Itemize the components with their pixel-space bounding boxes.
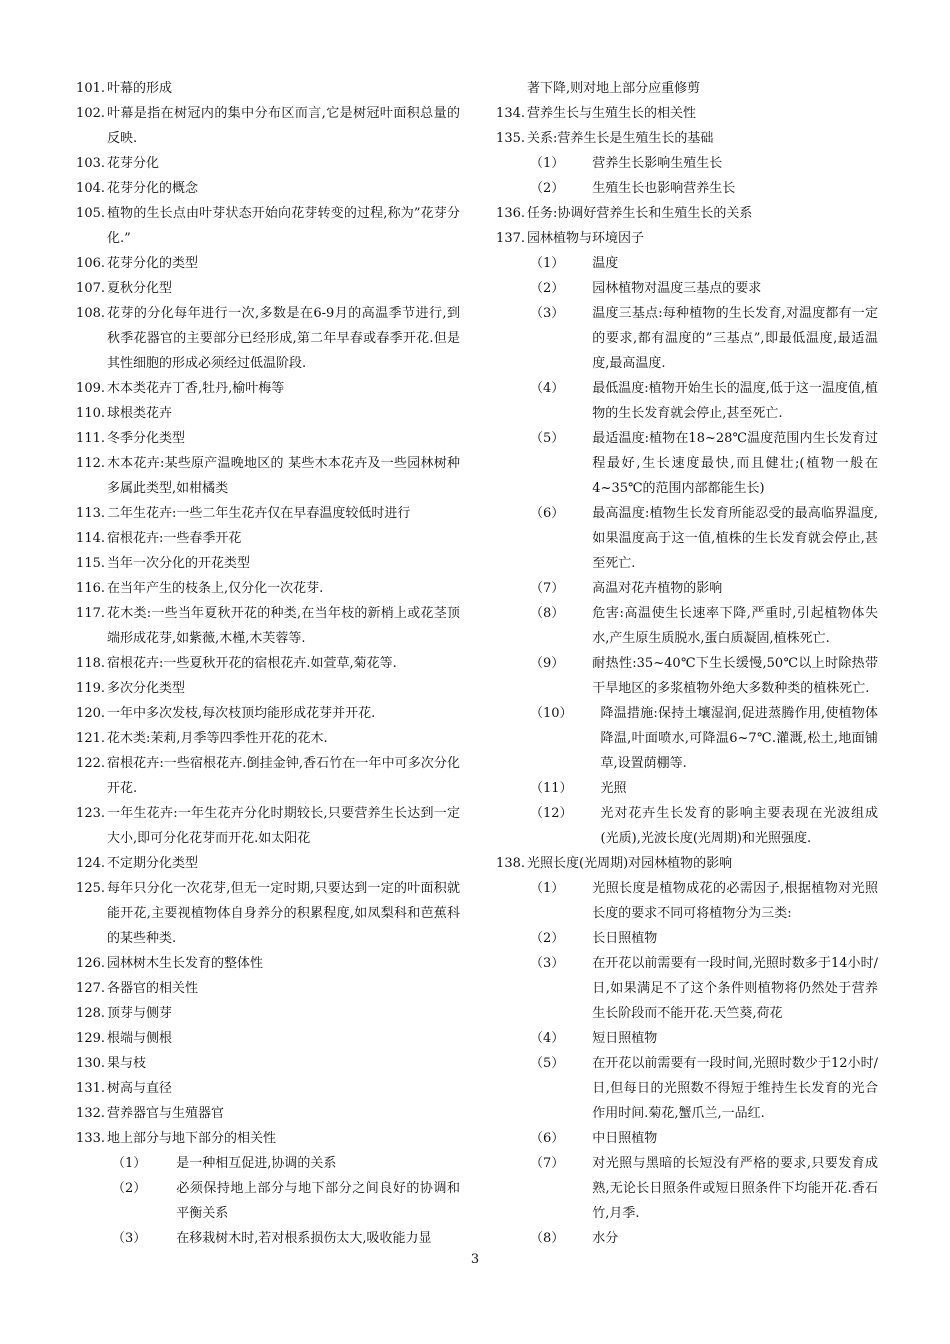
item-number: 124. bbox=[76, 856, 105, 871]
sub-item bbox=[490, 926, 878, 951]
item-number: 130. bbox=[76, 1056, 105, 1071]
sub-item-number: （7） bbox=[530, 1156, 565, 1171]
sub-item bbox=[490, 876, 878, 926]
numbered-item bbox=[70, 801, 460, 851]
item-number: 120. bbox=[76, 706, 105, 721]
sub-item-text: 必须保持地上部分与地下部分之间良好的协调和平衡关系 bbox=[176, 1181, 460, 1221]
numbered-item bbox=[70, 1001, 460, 1026]
item-text: 顶芽与侧芽 bbox=[107, 1006, 173, 1021]
item-number: 132. bbox=[76, 1106, 105, 1121]
numbered-item bbox=[70, 1076, 460, 1101]
sub-item-text: 生殖生长也影响营养生长 bbox=[592, 181, 736, 196]
item-text: 各器官的相关性 bbox=[107, 981, 199, 996]
item-number: 138. bbox=[496, 856, 525, 871]
sub-item bbox=[490, 651, 878, 701]
item-text: 花芽分化的概念 bbox=[107, 181, 199, 196]
sub-item-number: （6） bbox=[530, 1131, 565, 1146]
numbered-item bbox=[70, 751, 460, 801]
numbered-item bbox=[70, 601, 460, 651]
item-number: 136. bbox=[496, 206, 525, 221]
item-number: 115. bbox=[76, 556, 105, 571]
sub-item bbox=[70, 1151, 460, 1176]
sub-item-number: （3） bbox=[530, 306, 565, 321]
item-text: 每年只分化一次花芽,但无一定时期,只要达到一定的叶面积就能开花,主要视植物体自身养分的积累程度,如凤梨科和芭蕉科的某些种类. bbox=[107, 881, 460, 946]
sub-item-text: 最低温度:植物开始生长的温度,低于这一温度值,植物的生长发育就会停止,甚至死亡. bbox=[592, 381, 878, 421]
sub-item-number: （5） bbox=[530, 1056, 565, 1071]
sub-item-number: （11） bbox=[530, 781, 573, 796]
sub-item bbox=[490, 801, 878, 851]
item-number: 131. bbox=[76, 1081, 105, 1096]
sub-item-number: （5） bbox=[530, 431, 565, 446]
item-text: 营养器官与生殖器官 bbox=[107, 1106, 225, 1121]
numbered-item bbox=[70, 451, 460, 501]
item-number: 101. bbox=[76, 81, 105, 96]
item-text: 花芽分化的类型 bbox=[107, 256, 199, 271]
sub-item-text: 温度三基点:每种植物的生长发育,对温度都有一定的要求,都有温度的”三基点”,即最低温度,最适温度,最高温度. bbox=[592, 306, 878, 371]
sub-item-number: （9） bbox=[530, 656, 565, 671]
sub-item-number: （7） bbox=[530, 581, 565, 596]
sub-item-number: （10） bbox=[530, 706, 573, 721]
numbered-item bbox=[70, 1051, 460, 1076]
sub-item bbox=[490, 176, 878, 201]
numbered-item bbox=[70, 176, 460, 201]
item-text: 植物的生长点由叶芽状态开始向花芽转变的过程,称为”花芽分化.” bbox=[107, 206, 460, 246]
sub-item bbox=[490, 151, 878, 176]
item-number: 122. bbox=[76, 756, 105, 771]
sub-item-text: 长日照植物 bbox=[592, 931, 658, 946]
numbered-item bbox=[70, 526, 460, 551]
item-number: 108. bbox=[76, 306, 105, 321]
sub-item bbox=[490, 251, 878, 276]
numbered-item bbox=[490, 201, 878, 226]
sub-item-text: 降温措施:保持土壤湿润,促进蒸腾作用,使植物体降温,叶面喷水,可降温6~7℃.灌溉,松土,地面铺草,设置荫棚等. bbox=[600, 706, 878, 771]
numbered-item bbox=[70, 501, 460, 526]
item-number: 134. bbox=[496, 106, 525, 121]
item-number: 104. bbox=[76, 181, 105, 196]
numbered-item bbox=[70, 851, 460, 876]
numbered-item bbox=[70, 426, 460, 451]
sub-item-number: （1） bbox=[530, 256, 565, 271]
sub-item-text: 最高温度:植物生长发育所能忍受的最高临界温度,如果温度高于这一值,植株的生长发育就会停止,甚至死亡. bbox=[592, 506, 878, 571]
sub-item-text: 是一种相互促进,协调的关系 bbox=[176, 1156, 337, 1171]
sub-item-number: （2） bbox=[112, 1181, 147, 1196]
numbered-item bbox=[70, 726, 460, 751]
numbered-item bbox=[70, 76, 460, 101]
sub-item bbox=[490, 576, 878, 601]
sub-item-number: （2） bbox=[530, 931, 565, 946]
sub-item-text: 危害:高温使生长速率下降,严重时,引起植物体失水,产生原生质脱水,蛋白质凝固,植株死亡. bbox=[592, 606, 878, 646]
sub-item bbox=[490, 701, 878, 776]
item-number: 112. bbox=[76, 456, 105, 471]
numbered-item bbox=[70, 1101, 460, 1126]
item-number: 133. bbox=[76, 1131, 105, 1146]
numbered-item bbox=[70, 101, 460, 151]
numbered-item bbox=[70, 876, 460, 951]
sub-item-number: （2） bbox=[530, 181, 565, 196]
left-column bbox=[70, 76, 460, 1251]
sub-item bbox=[490, 1051, 878, 1126]
sub-item-text: 中日照植物 bbox=[592, 1131, 658, 1146]
item-text: 宿根花卉:一些宿根花卉.倒挂金钟,香石竹在一年中可多次分化开花. bbox=[107, 756, 460, 796]
item-text: 叶幕的形成 bbox=[107, 81, 173, 96]
item-text: 园林植物与环境因子 bbox=[527, 231, 645, 246]
item-number: 121. bbox=[76, 731, 105, 746]
item-number: 109. bbox=[76, 381, 105, 396]
sub-item-number: （12） bbox=[530, 806, 573, 821]
numbered-item bbox=[70, 576, 460, 601]
sub-item-text: 在开花以前需要有一段时间,光照时数多于14小时/日,如果满足不了这个条件则植物将仍然处于营养生长阶段而不能开花.天竺葵,荷花 bbox=[592, 956, 878, 1021]
sub-item-text: 光照长度是植物成花的必需因子,根据植物对光照长度的要求不同可将植物分为三类: bbox=[592, 881, 878, 921]
item-text: 当年一次分化的开花类型 bbox=[107, 556, 251, 571]
numbered-item bbox=[70, 1126, 460, 1151]
item-number: 110. bbox=[76, 406, 105, 421]
numbered-item bbox=[70, 201, 460, 251]
numbered-item bbox=[490, 101, 878, 126]
item-number: 116. bbox=[76, 581, 105, 596]
item-text: 营养生长与生殖生长的相关性 bbox=[527, 106, 697, 121]
sub-item-number: （4） bbox=[530, 1031, 565, 1046]
numbered-item bbox=[490, 126, 878, 151]
sub-item bbox=[490, 301, 878, 376]
item-text: 果与枝 bbox=[107, 1056, 147, 1071]
numbered-item bbox=[490, 226, 878, 251]
item-text: 木本类花卉丁香,牡丹,榆叶梅等 bbox=[107, 381, 285, 396]
numbered-item bbox=[70, 151, 460, 176]
item-number: 123. bbox=[76, 806, 105, 821]
item-text: 夏秋分化型 bbox=[107, 281, 173, 296]
sub-item-number: （1） bbox=[112, 1156, 147, 1171]
sub-item-text: 园林植物对温度三基点的要求 bbox=[592, 281, 762, 296]
item-text: 木本花卉:某些原产温晚地区的 某些木本花卉及一些园林树种多属此类型,如柑橘类 bbox=[107, 456, 460, 496]
item-number: 137. bbox=[496, 231, 525, 246]
item-number: 103. bbox=[76, 156, 105, 171]
sub-item bbox=[490, 426, 878, 501]
sub-item-number: （3） bbox=[112, 1231, 147, 1246]
item-number: 111. bbox=[76, 431, 105, 446]
item-text: 宿根花卉:一些春季开花 bbox=[107, 531, 242, 546]
item-text: 花芽分化 bbox=[107, 156, 160, 171]
item-number: 106. bbox=[76, 256, 105, 271]
sub-item-text: 水分 bbox=[592, 1231, 619, 1246]
item-text: 花芽的分化每年进行一次,多数是在6-9月的高温季节进行,到秋季花器官的主要部分已经形成,第二年早春或春季开花.但是其性细胞的形成必须经过低温阶段. bbox=[107, 306, 460, 371]
continued-text: 著下降,则对地上部分应重修剪 bbox=[527, 81, 701, 96]
sub-item bbox=[490, 276, 878, 301]
item-text: 二年生花卉:一些二年生花卉仅在早春温度较低时进行 bbox=[107, 506, 411, 521]
sub-item bbox=[490, 376, 878, 426]
item-number: 113. bbox=[76, 506, 105, 521]
item-text: 树高与直径 bbox=[107, 1081, 173, 1096]
item-number: 126. bbox=[76, 956, 105, 971]
numbered-item bbox=[70, 1026, 460, 1051]
sub-item-number: （8） bbox=[530, 1231, 565, 1246]
item-text: 花木类:一些当年夏秋开花的种类,在当年枝的新梢上或花茎顶端形成花芽,如紫薇,木槿,木芙蓉等. bbox=[107, 606, 460, 646]
item-number: 102. bbox=[76, 106, 105, 121]
numbered-item bbox=[490, 851, 878, 876]
numbered-item bbox=[70, 976, 460, 1001]
item-number: 114. bbox=[76, 531, 105, 546]
sub-item-number: （4） bbox=[530, 381, 565, 396]
numbered-item bbox=[70, 951, 460, 976]
item-text: 地上部分与地下部分的相关性 bbox=[107, 1131, 277, 1146]
sub-item bbox=[490, 1151, 878, 1226]
sub-item bbox=[70, 1176, 460, 1226]
sub-item-text: 高温对花卉植物的影响 bbox=[592, 581, 723, 596]
sub-item-number: （8） bbox=[530, 606, 565, 621]
sub-item bbox=[490, 1026, 878, 1051]
sub-item-text: 在开花以前需要有一段时间,光照时数少于12小时/日,但每日的光照数不得短于维持生长发育的光合作用时间.菊花,蟹爪兰,一品红. bbox=[592, 1056, 878, 1121]
item-number: 118. bbox=[76, 656, 105, 671]
sub-item bbox=[490, 776, 878, 801]
item-number: 119. bbox=[76, 681, 105, 696]
numbered-item bbox=[70, 276, 460, 301]
item-text: 光照长度(光周期)对园林植物的影响 bbox=[527, 856, 733, 871]
numbered-item bbox=[70, 676, 460, 701]
item-text: 根端与侧根 bbox=[107, 1031, 173, 1046]
item-text: 叶幕是指在树冠内的集中分布区而言,它是树冠叶面积总量的反映. bbox=[107, 106, 460, 146]
sub-item-number: （2） bbox=[530, 281, 565, 296]
numbered-item bbox=[70, 376, 460, 401]
sub-item-text: 耐热性:35~40℃下生长缓慢,50℃以上时除热带干旱地区的多浆植物外绝大多数种类的植株死亡. bbox=[592, 656, 878, 696]
numbered-item bbox=[70, 551, 460, 576]
item-text: 宿根花卉:一些夏秋开花的宿根花卉.如萱草,菊花等. bbox=[107, 656, 397, 671]
page-number: 3 bbox=[470, 1252, 480, 1267]
item-text: 园林树木生长发育的整体性 bbox=[107, 956, 264, 971]
sub-item-number: （3） bbox=[530, 956, 565, 971]
sub-item-text: 在移栽树木时,若对根系损伤太大,吸收能力显 bbox=[176, 1231, 432, 1246]
sub-item-text: 短日照植物 bbox=[592, 1031, 658, 1046]
sub-item-number: （6） bbox=[530, 506, 565, 521]
item-number: 107. bbox=[76, 281, 105, 296]
sub-item-text: 营养生长影响生殖生长 bbox=[592, 156, 723, 171]
item-text: 花木类:茉莉,月季等四季性开花的花木. bbox=[107, 731, 328, 746]
item-number: 127. bbox=[76, 981, 105, 996]
sub-item-text: 光照 bbox=[600, 781, 627, 796]
sub-item-number: （1） bbox=[530, 881, 565, 896]
item-text: 任务:协调好营养生长和生殖生长的关系 bbox=[527, 206, 753, 221]
numbered-item bbox=[70, 651, 460, 676]
item-text: 多次分化类型 bbox=[107, 681, 186, 696]
sub-item-number: （1） bbox=[530, 156, 565, 171]
item-number: 128. bbox=[76, 1006, 105, 1021]
sub-item bbox=[490, 601, 878, 651]
sub-item-text: 对光照与黑暗的长短没有严格的要求,只要发育成熟,无论长日照条件或短日照条件下均能开花.香石竹,月季. bbox=[592, 1156, 878, 1221]
item-number: 117. bbox=[76, 606, 105, 621]
sub-item-text: 最适温度:植物在18~28℃温度范围内生长发育过程最好,生长速度最快,而且健壮;(植物一般在4~35℃的范围内部都能生长) bbox=[592, 431, 878, 496]
numbered-item bbox=[70, 301, 460, 376]
item-number: 105. bbox=[76, 206, 105, 221]
sub-item bbox=[490, 1126, 878, 1151]
item-number: 135. bbox=[496, 131, 525, 146]
item-text: 在当年产生的枝条上,仅分化一次花芽. bbox=[107, 581, 324, 596]
item-text: 关系:营养生长是生殖生长的基础 bbox=[527, 131, 714, 146]
item-text: 一年中多次发枝,每次枝顶均能形成花芽并开花. bbox=[107, 706, 376, 721]
numbered-item bbox=[70, 701, 460, 726]
numbered-item bbox=[70, 401, 460, 426]
sub-item bbox=[490, 501, 878, 576]
item-text: 一年生花卉:一年生花卉分化时期较长,只要营养生长达到一定大小,即可分化花芽而开花.如太阳花 bbox=[107, 806, 460, 846]
item-number: 125. bbox=[76, 881, 105, 896]
item-text: 冬季分化类型 bbox=[107, 431, 186, 446]
item-text: 不定期分化类型 bbox=[107, 856, 199, 871]
right-column bbox=[490, 76, 878, 1251]
numbered-item bbox=[70, 251, 460, 276]
sub-item bbox=[490, 951, 878, 1026]
item-text: 球根类花卉 bbox=[107, 406, 173, 421]
sub-item-text: 温度 bbox=[592, 256, 619, 271]
sub-item-text: 光对花卉生长发育的影响主要表现在光波组成(光质),光波长度(光周期)和光照强度. bbox=[600, 806, 878, 846]
item-number: 129. bbox=[76, 1031, 105, 1046]
